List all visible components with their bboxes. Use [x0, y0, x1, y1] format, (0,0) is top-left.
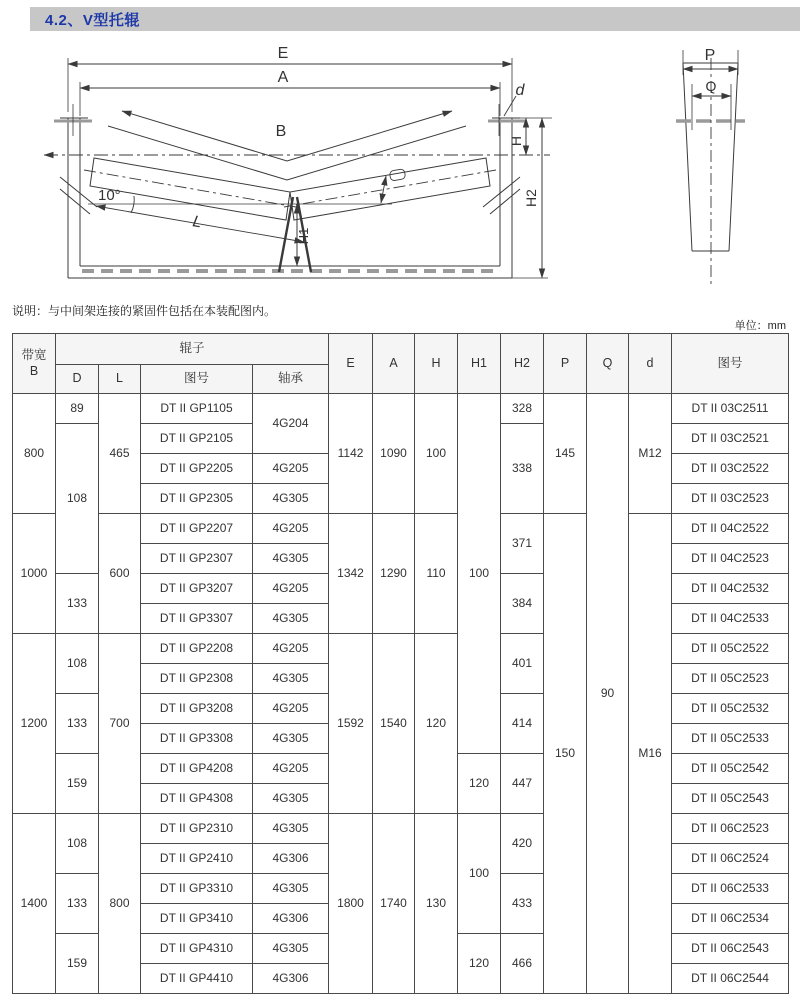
table-cell: 401: [501, 634, 544, 694]
table-cell: 1540: [373, 634, 415, 814]
label-B: B: [275, 123, 287, 140]
table-cell: 159: [56, 754, 99, 814]
table-cell: DT II GP3307: [141, 604, 253, 634]
table-cell: 433: [501, 874, 544, 934]
label-Q: Q: [705, 78, 717, 94]
col-header-q: Q: [587, 334, 629, 394]
table-cell: DT II 04C2523: [672, 544, 789, 574]
table-cell: 465: [99, 394, 141, 514]
table-cell: DT II 04C2522: [672, 514, 789, 544]
table-cell: 4G204: [253, 394, 329, 454]
table-cell: 133: [56, 874, 99, 934]
table-cell: 4G305: [253, 484, 329, 514]
table-cell: DT II GP2208: [141, 634, 253, 664]
dim-b-line: [122, 111, 452, 161]
col-header-drawing-no: 图号: [141, 365, 253, 394]
table-cell: DT II 04C2532: [672, 574, 789, 604]
table-cell: 447: [501, 754, 544, 814]
label-H2: H2: [523, 189, 539, 207]
table-cell: 384: [501, 574, 544, 634]
table-cell: DT II GP2105: [141, 424, 253, 454]
table-row: [13, 514, 789, 544]
table-cell: DT II GP3208: [141, 694, 253, 724]
label-E: E: [277, 45, 289, 62]
label-d: d: [515, 82, 525, 99]
table-cell: 150: [544, 514, 587, 994]
table-cell: 371: [501, 514, 544, 574]
label-P: P: [704, 47, 716, 64]
label-H1: H1: [296, 227, 311, 245]
table-cell: 4G205: [253, 634, 329, 664]
table-cell: 800: [99, 814, 141, 994]
col-header-bearing: 轴承: [253, 365, 329, 394]
table-cell: DT II GP3410: [141, 904, 253, 934]
table-cell: 1740: [373, 814, 415, 994]
table-cell: 1290: [373, 514, 415, 634]
table-cell: 1592: [329, 634, 373, 814]
table-cell: 4G306: [253, 904, 329, 934]
col-header-e: E: [329, 334, 373, 394]
table-cell: DT II GP4308: [141, 784, 253, 814]
table-cell: DT II 06C2533: [672, 874, 789, 904]
bandwidth-line1: 带宽: [21, 347, 47, 362]
table-cell: 420: [501, 814, 544, 874]
col-header-d-small: d: [629, 334, 672, 394]
table-cell: 4G305: [253, 724, 329, 754]
table-cell: 133: [56, 694, 99, 754]
col-header-bandwidth: [13, 334, 56, 394]
table-cell: 120: [458, 754, 501, 814]
table-cell: 1200: [13, 634, 56, 814]
table-cell: DT II 06C2523: [672, 814, 789, 844]
table-cell: 4G306: [253, 844, 329, 874]
col-header-h2: H2: [501, 334, 544, 394]
table-cell: DT II 03C2511: [672, 394, 789, 424]
table-cell: DT II 03C2521: [672, 424, 789, 454]
label-L: L: [191, 213, 204, 232]
bearing-detail: [389, 169, 406, 181]
table-cell: 4G305: [253, 934, 329, 964]
table-cell: DT II GP2207: [141, 514, 253, 544]
table-cell: 4G205: [253, 694, 329, 724]
table-cell: DT II 05C2542: [672, 754, 789, 784]
assembly-note: 说明：与中间架连接的紧固件包括在本装配图内。: [12, 304, 277, 318]
table-cell: 100: [458, 814, 501, 934]
angle-arc: [131, 196, 134, 213]
table-cell: DT II GP2310: [141, 814, 253, 844]
assembly-drawing: [0, 0, 800, 300]
table-cell: 4G306: [253, 964, 329, 994]
table-cell: 338: [501, 424, 544, 514]
table-cell: 120: [458, 934, 501, 994]
right-support-bracket: [483, 177, 520, 214]
bandwidth-line2: B: [29, 363, 39, 378]
label-angle: 10°: [98, 187, 121, 204]
idler-table-body: [13, 394, 789, 994]
table-cell: 4G305: [253, 784, 329, 814]
table-cell: 108: [56, 634, 99, 694]
table-cell: DT II 06C2524: [672, 844, 789, 874]
label-H: H: [508, 135, 524, 147]
table-row: [13, 814, 789, 844]
table-cell: DT II 06C2544: [672, 964, 789, 994]
left-support-bracket: [60, 177, 97, 214]
table-cell: DT II 03C2522: [672, 454, 789, 484]
table-cell: 133: [56, 574, 99, 634]
table-cell: DT II GP4208: [141, 754, 253, 784]
table-cell: M16: [629, 514, 672, 994]
col-header-a: A: [373, 334, 415, 394]
table-cell: 100: [458, 394, 501, 754]
unit-label: 单位：mm: [734, 320, 786, 332]
table-cell: 100: [415, 394, 458, 514]
table-cell: DT II GP2410: [141, 844, 253, 874]
table-cell: 1400: [13, 814, 56, 994]
table-cell: 328: [501, 394, 544, 424]
table-cell: DT II 06C2543: [672, 934, 789, 964]
table-cell: 120: [415, 634, 458, 814]
header-row-1: [13, 334, 789, 365]
table-cell: 145: [544, 394, 587, 514]
table-cell: DT II 03C2523: [672, 484, 789, 514]
table-cell: DT II 05C2522: [672, 634, 789, 664]
table-cell: DT II GP2305: [141, 484, 253, 514]
col-header-h: H: [415, 334, 458, 394]
table-cell: DT II 05C2543: [672, 784, 789, 814]
table-cell: 600: [99, 514, 141, 634]
table-cell: DT II 05C2532: [672, 694, 789, 724]
right-roller: [290, 158, 490, 220]
table-cell: 4G205: [253, 454, 329, 484]
section-title: 4.2、V型托辊: [45, 11, 140, 29]
table-cell: 1800: [329, 814, 373, 994]
table-cell: DT II GP4410: [141, 964, 253, 994]
table-cell: DT II GP1105: [141, 394, 253, 424]
label-A: A: [277, 69, 289, 86]
table-cell: 1142: [329, 394, 373, 514]
col-header-p: P: [544, 334, 587, 394]
col-header-roller-group: 辊子: [56, 334, 329, 365]
table-cell: M12: [629, 394, 672, 514]
table-cell: 414: [501, 694, 544, 754]
table-cell: 110: [415, 514, 458, 634]
table-cell: DT II GP3308: [141, 724, 253, 754]
table-cell: 1090: [373, 394, 415, 514]
belt-line: [108, 126, 466, 180]
table-cell: 4G305: [253, 874, 329, 904]
table-row: [13, 634, 789, 664]
dim-d-leader: [504, 96, 516, 116]
table-cell: 108: [56, 424, 99, 574]
dim-e-ext: [68, 58, 512, 112]
table-cell: DT II GP2307: [141, 544, 253, 574]
dim-a-ext: [80, 82, 500, 116]
table-cell: 4G205: [253, 574, 329, 604]
table-cell: 1000: [13, 514, 56, 634]
table-cell: DT II 04C2533: [672, 604, 789, 634]
table-cell: 4G305: [253, 664, 329, 694]
table-cell: DT II 05C2523: [672, 664, 789, 694]
col-header-d: D: [56, 365, 99, 394]
table-cell: DT II GP3310: [141, 874, 253, 904]
col-header-drawing-no2: 图号: [672, 334, 789, 394]
table-cell: 4G305: [253, 604, 329, 634]
col-header-h1: H1: [458, 334, 501, 394]
table-cell: 4G305: [253, 814, 329, 844]
idler-spec-table: [12, 333, 789, 994]
table-cell: DT II GP2308: [141, 664, 253, 694]
table-row: [13, 394, 789, 424]
table-cell: 466: [501, 934, 544, 994]
table-cell: DT II 06C2534: [672, 904, 789, 934]
table-cell: 130: [415, 814, 458, 994]
col-header-l: L: [99, 365, 141, 394]
table-cell: 90: [587, 394, 629, 994]
table-cell: 800: [13, 394, 56, 514]
table-cell: 4G205: [253, 754, 329, 784]
table-cell: 1342: [329, 514, 373, 634]
table-cell: 108: [56, 814, 99, 874]
table-cell: 159: [56, 934, 99, 994]
table-cell: DT II GP2205: [141, 454, 253, 484]
table-cell: DT II GP3207: [141, 574, 253, 604]
table-cell: 4G305: [253, 544, 329, 574]
table-cell: 4G205: [253, 514, 329, 544]
table-cell: DT II GP4310: [141, 934, 253, 964]
table-cell: 89: [56, 394, 99, 424]
table-cell: 700: [99, 634, 141, 814]
table-cell: DT II 05C2533: [672, 724, 789, 754]
